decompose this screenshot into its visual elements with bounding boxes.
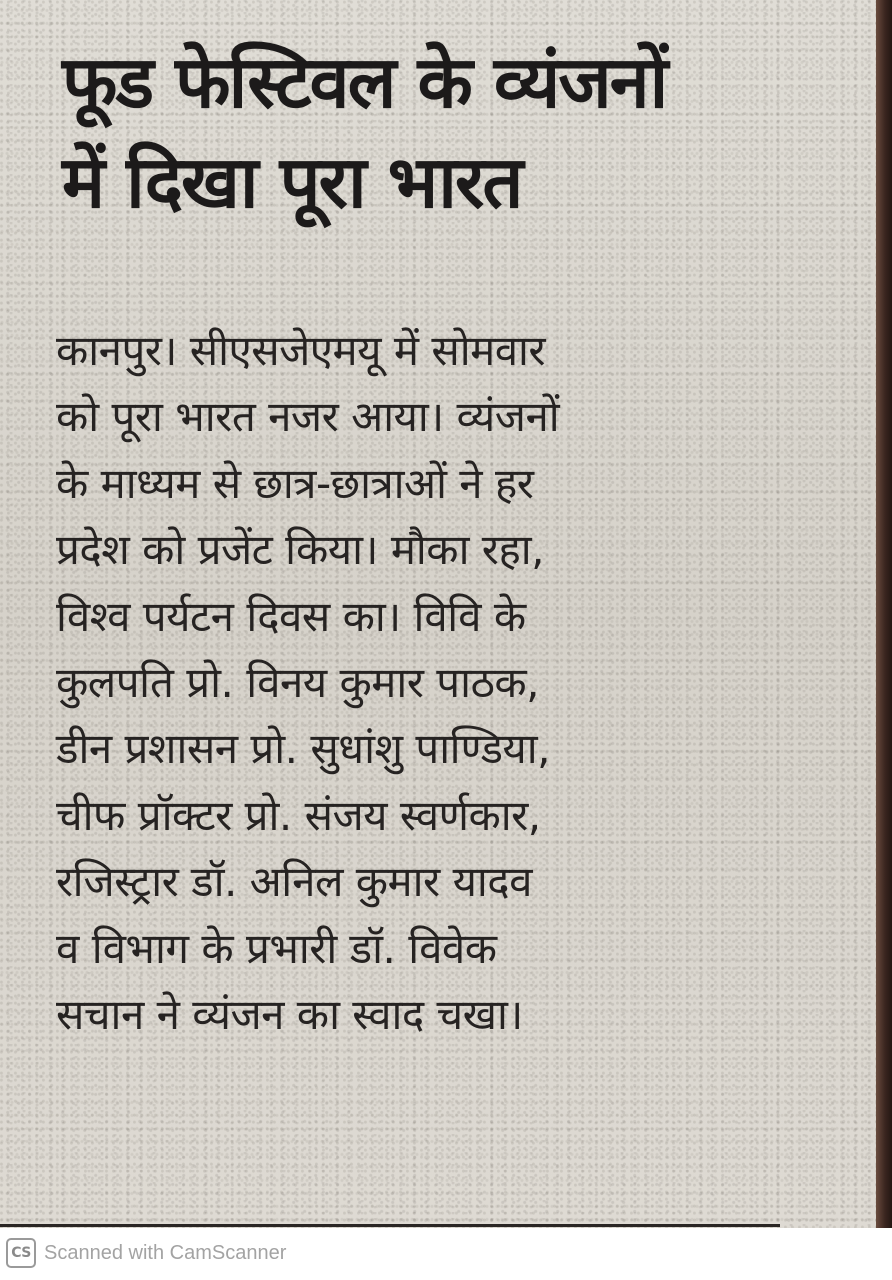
- body-line: सचान ने व्यंजन का स्वाद चखा।: [56, 990, 523, 1040]
- body-line: कुलपति प्रो. विनय कुमार पाठक,: [56, 658, 540, 708]
- body-line: के माध्यम से छात्र-छात्राओं ने हर: [56, 458, 534, 508]
- body-line: प्रदेश को प्रजेंट किया। मौका रहा,: [56, 525, 545, 575]
- headline: [62, 32, 802, 232]
- body-line: रजिस्ट्रार डॉ. अनिल कुमार यादव: [56, 857, 532, 907]
- camscanner-watermark: [6, 1236, 286, 1270]
- column-rule: [0, 1224, 780, 1227]
- headline-line: में दिखा पूरा भारत: [62, 140, 522, 224]
- body-line: व विभाग के प्रभारी डॉ. विवेक: [56, 923, 497, 973]
- body-line: को पूरा भारत नजर आया। व्यंजनों: [56, 392, 560, 442]
- body-line: डीन प्रशासन प्रो. सुधांशु पाण्डिया,: [56, 724, 551, 774]
- camscanner-logo-icon: CS: [6, 1238, 36, 1268]
- body-line: विश्व पर्यटन दिवस का। विवि के: [56, 591, 526, 641]
- background-edge: [876, 0, 892, 1228]
- headline-line: फूड फेस्टिवल के व्यंजनों: [62, 40, 667, 124]
- article-body: [56, 318, 756, 1048]
- body-line: कानपुर। सीएसजेएमयू में सोमवार: [56, 326, 546, 375]
- watermark-text: Scanned with CamScanner: [44, 1241, 287, 1264]
- body-line: चीफ प्रॉक्टर प्रो. संजय स्वर्णकार,: [56, 790, 541, 840]
